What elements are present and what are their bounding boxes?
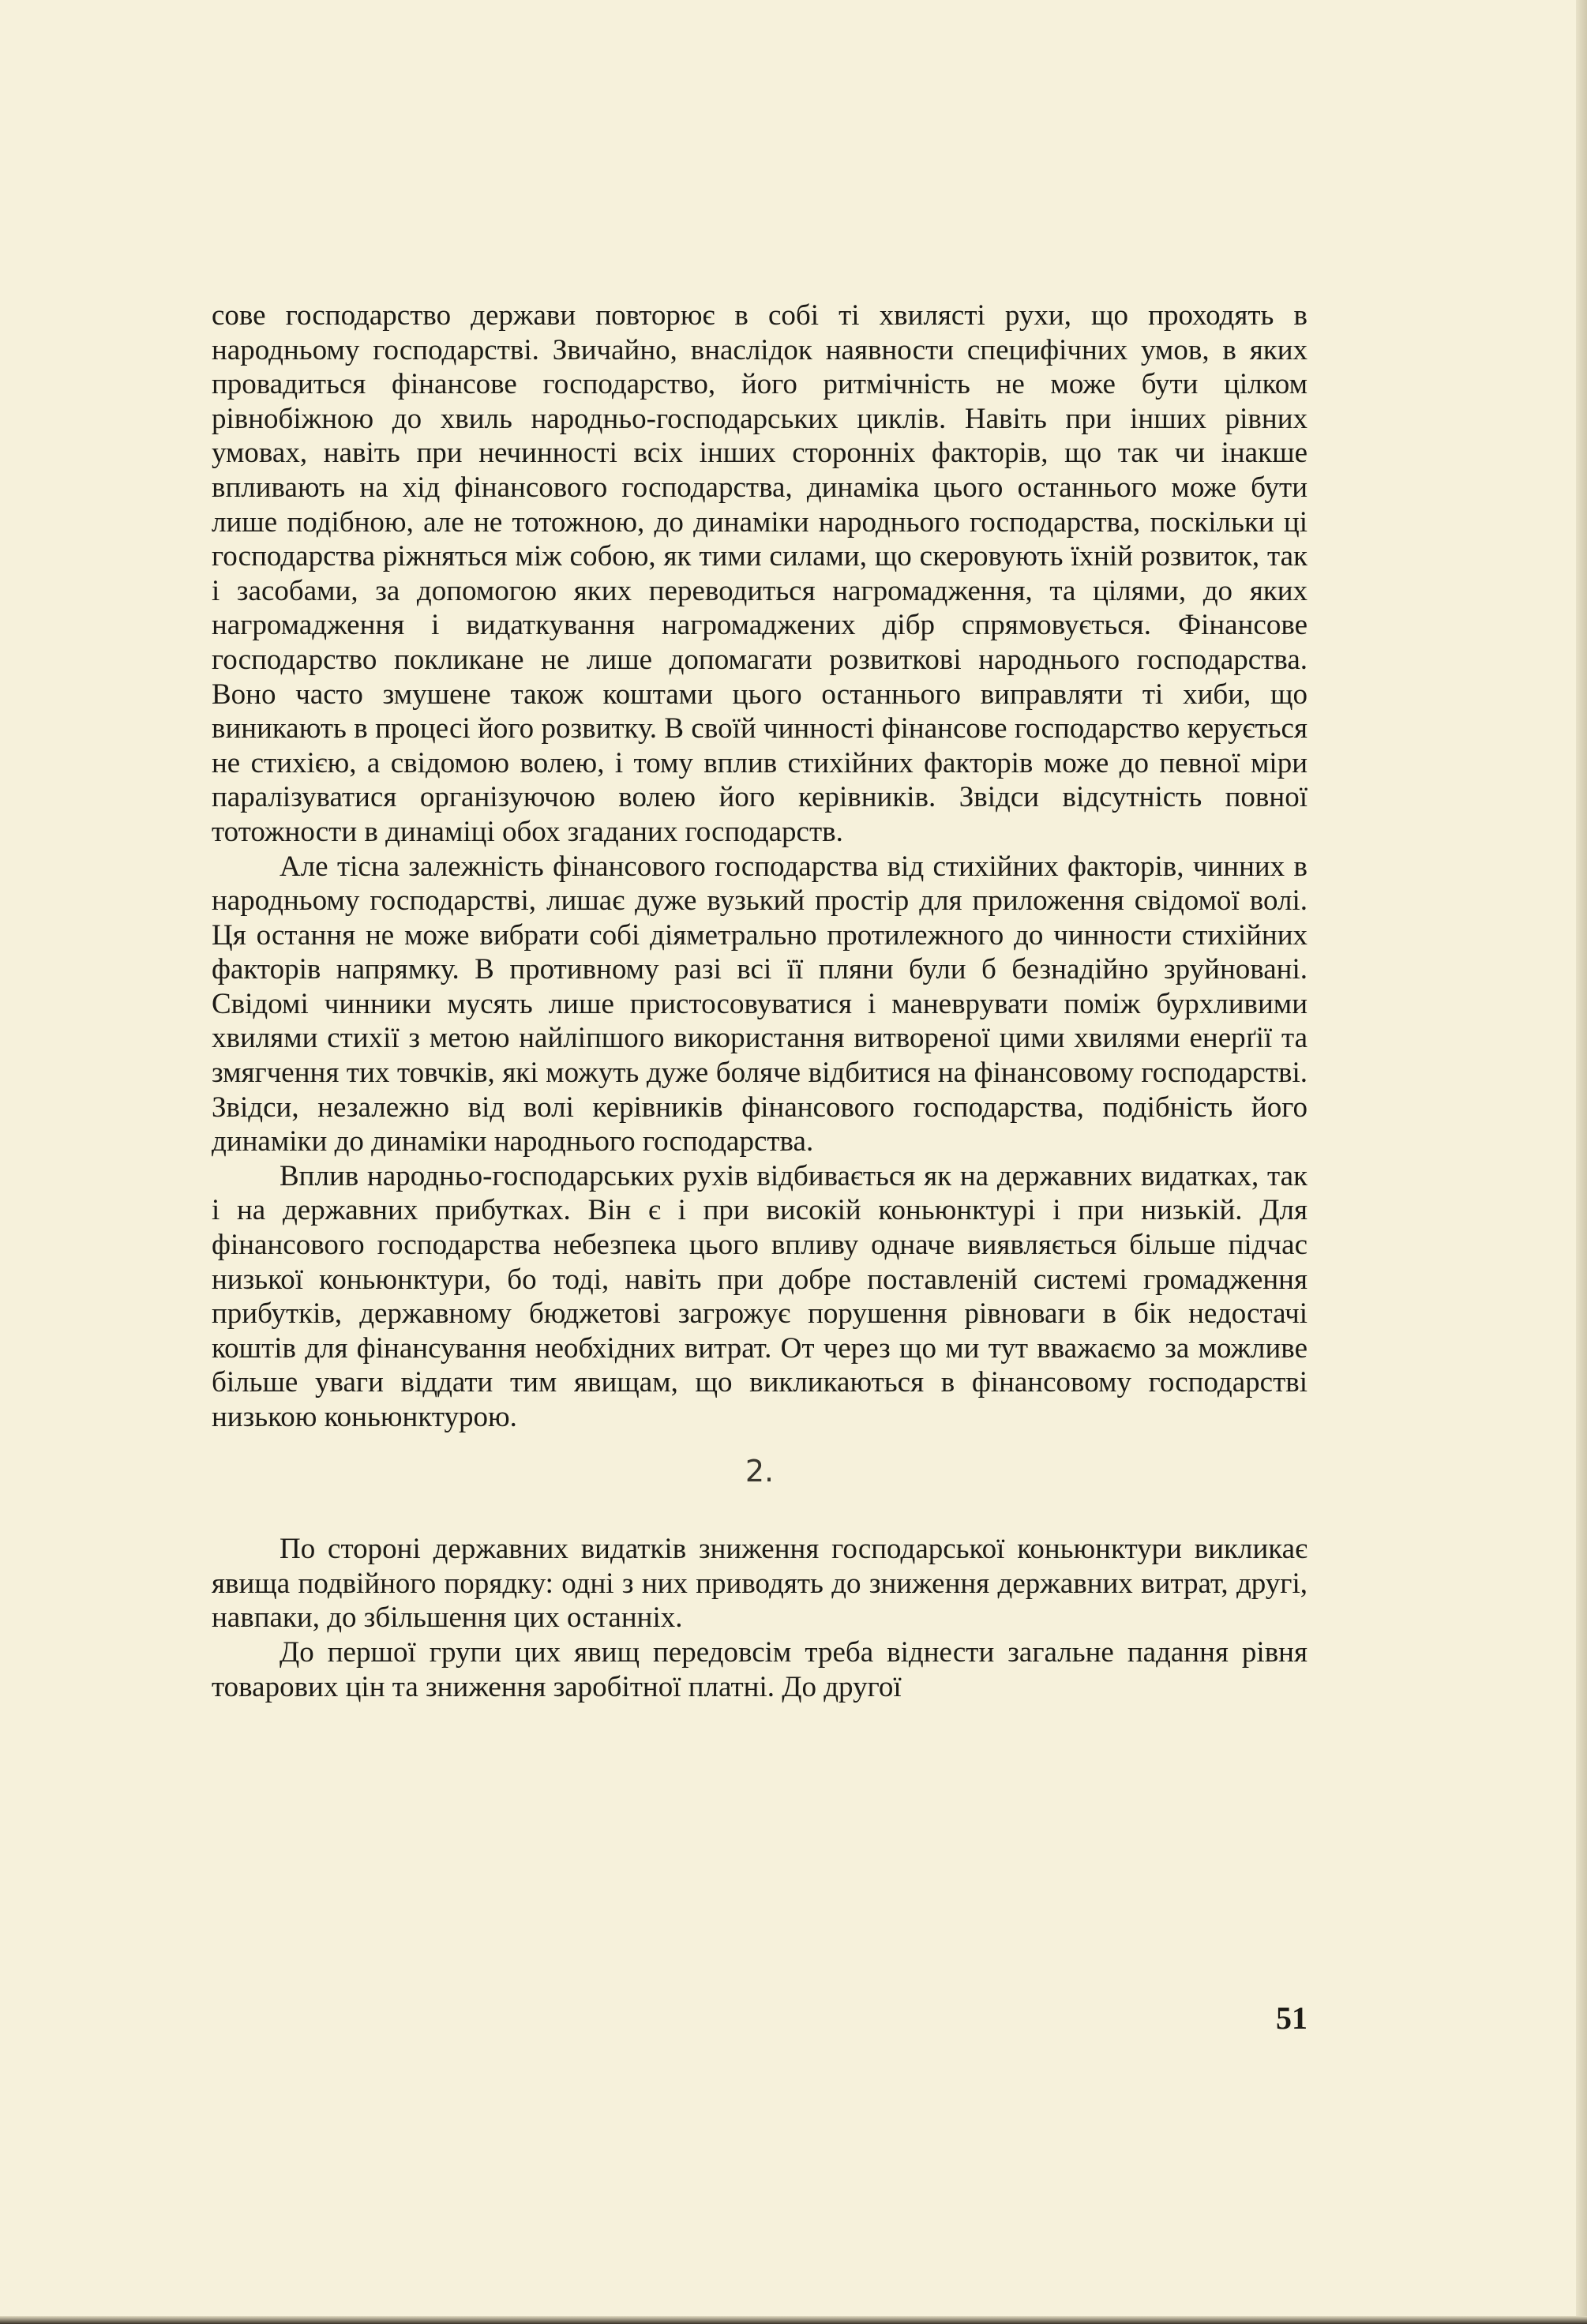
paragraph-continuation: сове господарство держави повторює в собі ті хвилясті рухи, що проходять в народньому господарстві. Звичайно, внаслідок наявности специфічних умов, в яких провадиться фінансове господарство, його ритмічність не може бути цілком рівнобіжною до хвиль народньо-господарських циклів. Навіть при інших рівних умовах, навіть при нечинності всіх інших сторонніх факторів, що так чи інакше впливають на хід фінансового господарства, динаміка цього останнього може бути лише подібною, але не тотожною, до динаміки народнього господарства, поскільки ці господарства ріжняться між собою, як тими силами, що скеровують їхній розвиток, так і засобами, за допомогою яких переводиться нагромадження, та цілями, до яких нагромадження і видаткування нагромаджених дібр спрямовується. Фінансове господарство покликане не лише допомагати розвиткові народнього господарства. Воно часто змушене також коштами цього останнього виправляти ті хиби, що виникають в процесі його розвитку. В своїй чинності фінансове господарство керується не стихією, а свідомою волею, і тому вплив стихійних факторів може до певної міри паралізуватися організуючою волею його керівників. Звідси відсутність повної тотожности в динаміці обох згаданих господарств.: [212, 299, 1307, 848]
scan-edge-bottom: [0, 2316, 1587, 2324]
paragraph: По стороні державних видатків зниження господарської коньюнктури викликає явища подвійного порядку: одні з них приводять до зниження державних витрат, другі, навпаки, до збільшення цих останніх.: [212, 1533, 1307, 1635]
scan-edge-right: [1576, 0, 1587, 2324]
page-text: [212, 298, 1307, 1704]
paragraph: До першої групи цих явищ передовсім треба віднести загальне падання рівня товарових цін та зниження заробітної платні. До другої: [212, 1635, 1307, 1703]
page-number: 51: [1276, 2000, 1307, 2036]
paragraph: Вплив народньо-господарських рухів відбивається як на державних видатках, так і на державних прибутках. Він є і при високій коньюнктурі і при низькій. Для фінансового господарства небезпека цього впливу одначе виявляється більше підчас низької коньюнктури, бо тоді, навіть при добре поставленій системі громадження прибутків, державному бюджетові загрожує порушення рівноваги в бік недостачі коштів для фінансування необхідних витрат. От через що ми тут вважаємо за можливе більше уваги віддати тим явищам, що викликаються в фінансовому господарстві низькою коньюнктурою.: [212, 1159, 1307, 1433]
section-number: 2.: [745, 1453, 775, 1489]
paragraph: Але тісна залежність фінансового господарства від стихійних факторів, чинних в народньому господарстві, лишає дуже вузький простір для приложення свідомої волі. Ця остання не може вибрати собі діяметрально протилежного до чинности стихійних факторів напрямку. В противному разі всі її пляни були б безнадійно зруйновані. Свідомі чинники мусять лише пристосовуватися і маневрувати поміж бурхливими хвилями стихії з метою найліпшого використання витвореної цими хвилями енерґії та змягчення тих товчків, які можуть дуже боляче відбитися на фінансовому господарстві. Звідси, незалежно від волі керівників фінансового господарства, подібність його динаміки до динаміки народнього господарства.: [212, 850, 1307, 1158]
